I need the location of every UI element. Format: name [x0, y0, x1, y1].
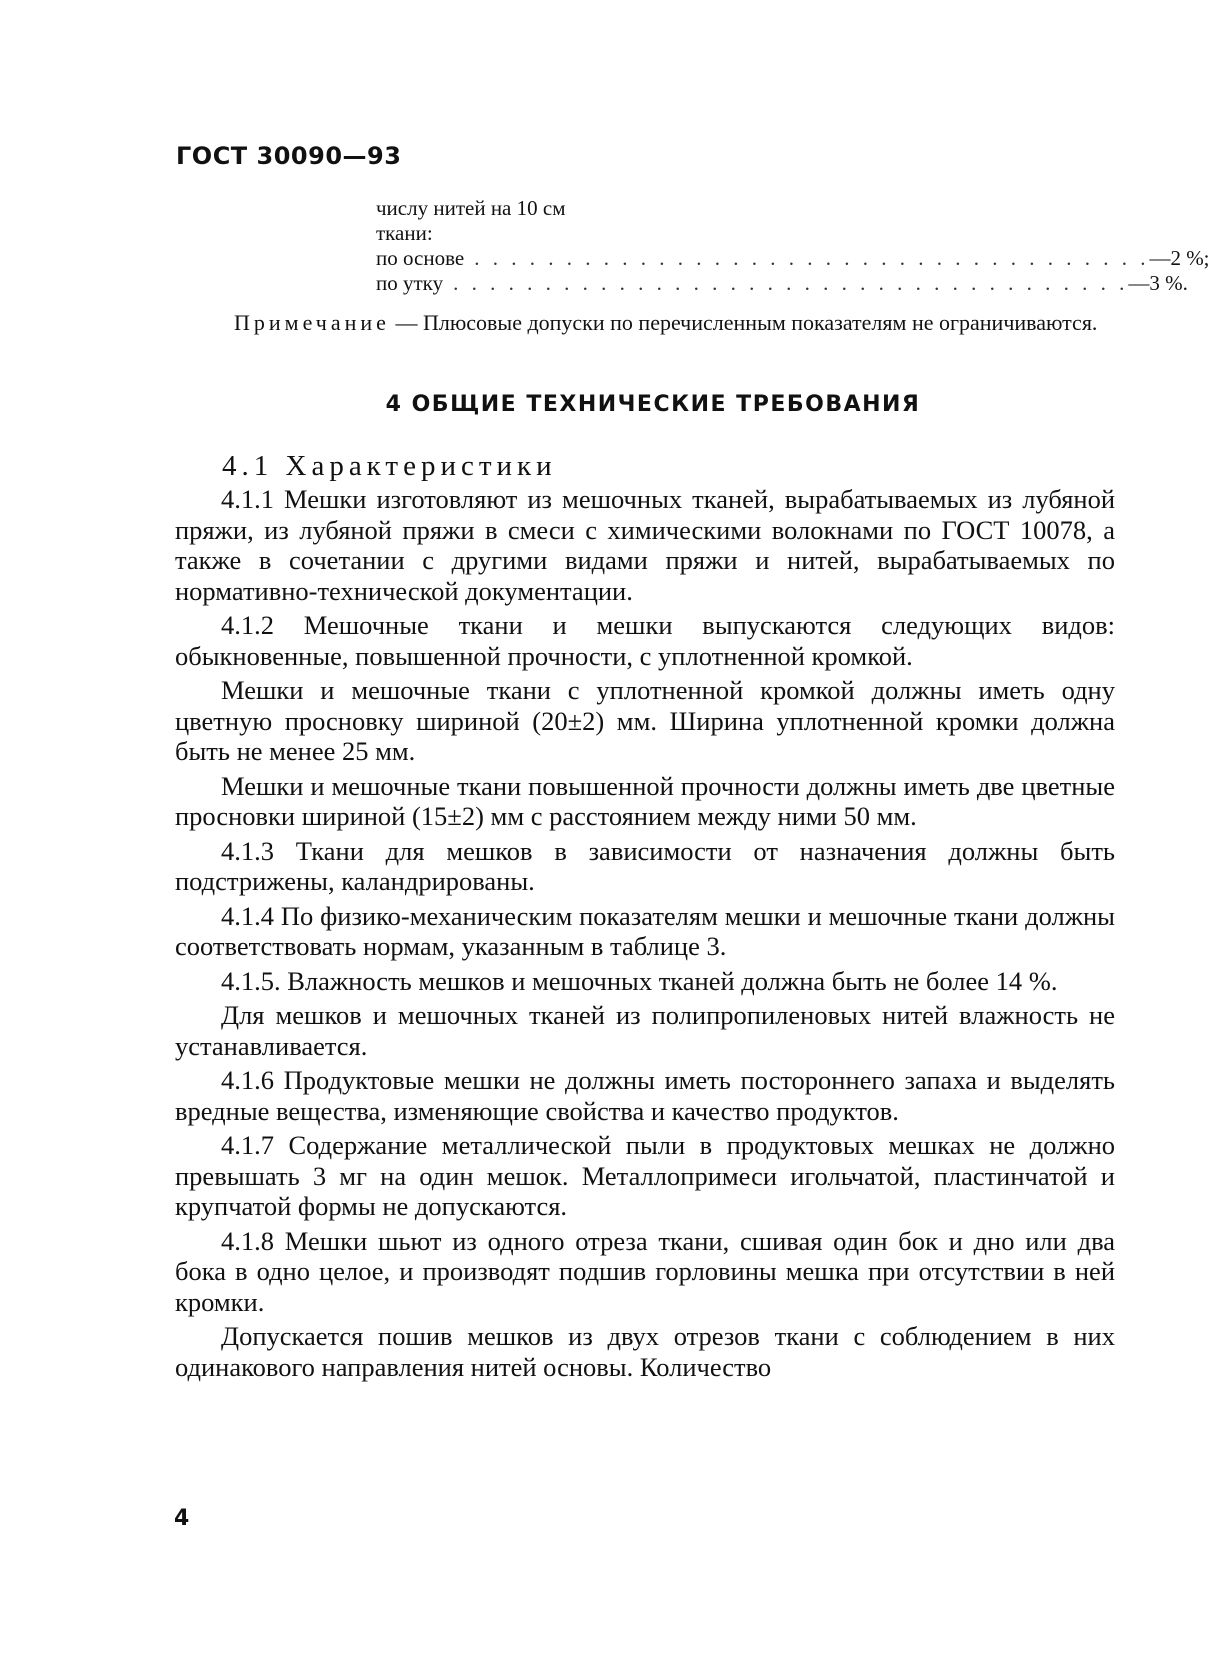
paragraph: 4.1.6 Продуктовые мешки не должны иметь постороннего запаха и выделять вредные вещества, изменяющие свойства и качество продуктов. — [175, 1065, 1115, 1126]
paragraph: 4.1.5. Влажность мешков и мешочных тканей должна быть не более 14 %. — [221, 965, 1058, 996]
body-text — [175, 484, 1115, 1386]
tolerance-value: —2 %; — [1149, 246, 1210, 270]
paragraph: 4.1.8 Мешки шьют из одного отреза ткани, сшивая один бок и дно или два бока в одно целое, и производят подшив горловины мешка при отсутствии в ней кромки. — [175, 1225, 1115, 1317]
paragraph: Мешки и мешочные ткани с уплотненной кромкой должны иметь одну цветную просновку шириной (20±2) мм. Ширина уплотненной кромки должна быть не менее 25 мм. — [175, 675, 1115, 766]
leader-dots: . . . . . . . . . . . . . . . . . . . . . . . . . . . . . . . . . . . . . — [474, 246, 1150, 270]
note-label: Примечание — [234, 310, 390, 335]
tolerance-row-warp — [376, 246, 1210, 271]
paragraph: Для мешков и мешочных тканей из полипропиленовых нитей влажность не устанавливается. — [175, 1000, 1115, 1061]
paragraph: 4.1.3 Ткани для мешков в зависимости от назначения должны быть подстрижены, каландрированы. — [175, 835, 1115, 896]
standard-header: ГОСТ 30090—93 — [176, 142, 402, 170]
paragraph: 4.1.2 Мешочные ткани и мешки выпускаются следующих видов: обыкновенные, повышенной прочности, с уплотненной кромкой. — [175, 610, 1115, 671]
tolerance-label: по утку — [376, 271, 444, 295]
paragraph: Мешки и мешочные ткани повышенной прочности должны иметь две цветные просновки шириной (15±2) мм с расстоянием между ними 50 мм. — [175, 770, 1115, 831]
paragraph: Допускается пошив мешков из двух отрезов ткани с соблюдением в них одинакового направления нитей основы. Количество — [175, 1321, 1115, 1382]
tolerance-block — [376, 196, 1210, 296]
tolerance-row-weft — [376, 271, 1188, 296]
tolerance-intro-line: ткани: — [376, 221, 433, 245]
section-title: 4 ОБЩИЕ ТЕХНИЧЕСКИЕ ТРЕБОВАНИЯ — [385, 392, 921, 417]
note-text: — Плюсовые допуски по перечисленным показателям не ограничиваются. — [389, 310, 1098, 335]
tolerance-label: по основе — [376, 246, 465, 270]
tolerance-intro-line: числу нитей на 10 см — [376, 196, 566, 220]
paragraph: 4.1.1 Мешки изготовляют из мешочных тканей, вырабатываемых из лубяной пряжи, из лубяной пряжи в смеси с химическими волокнами по ГОСТ 10078, а также в сочетании с другими видами пряжи и нитей, вырабатываемых по нормативно-технической документации. — [175, 484, 1115, 606]
tolerance-value: —3 %. — [1128, 271, 1188, 295]
subsection-title: 4.1 Характеристики — [222, 450, 557, 482]
paragraph: 4.1.7 Содержание металлической пыли в продуктовых мешках не должно превышать 3 мг на один мешок. Металлопримеси игольчатой, пластинчатой и крупчатой формы не допускаются. — [175, 1130, 1115, 1221]
page-number: 4 — [174, 1506, 190, 1531]
paragraph: 4.1.4 По физико-механическим показателям мешки и мешочные ткани должны соответствовать нормам, указанным в таблице 3. — [175, 900, 1115, 961]
note — [178, 308, 1128, 338]
leader-dots: . . . . . . . . . . . . . . . . . . . . . . . . . . . . . . . . . . . . . — [453, 271, 1129, 295]
